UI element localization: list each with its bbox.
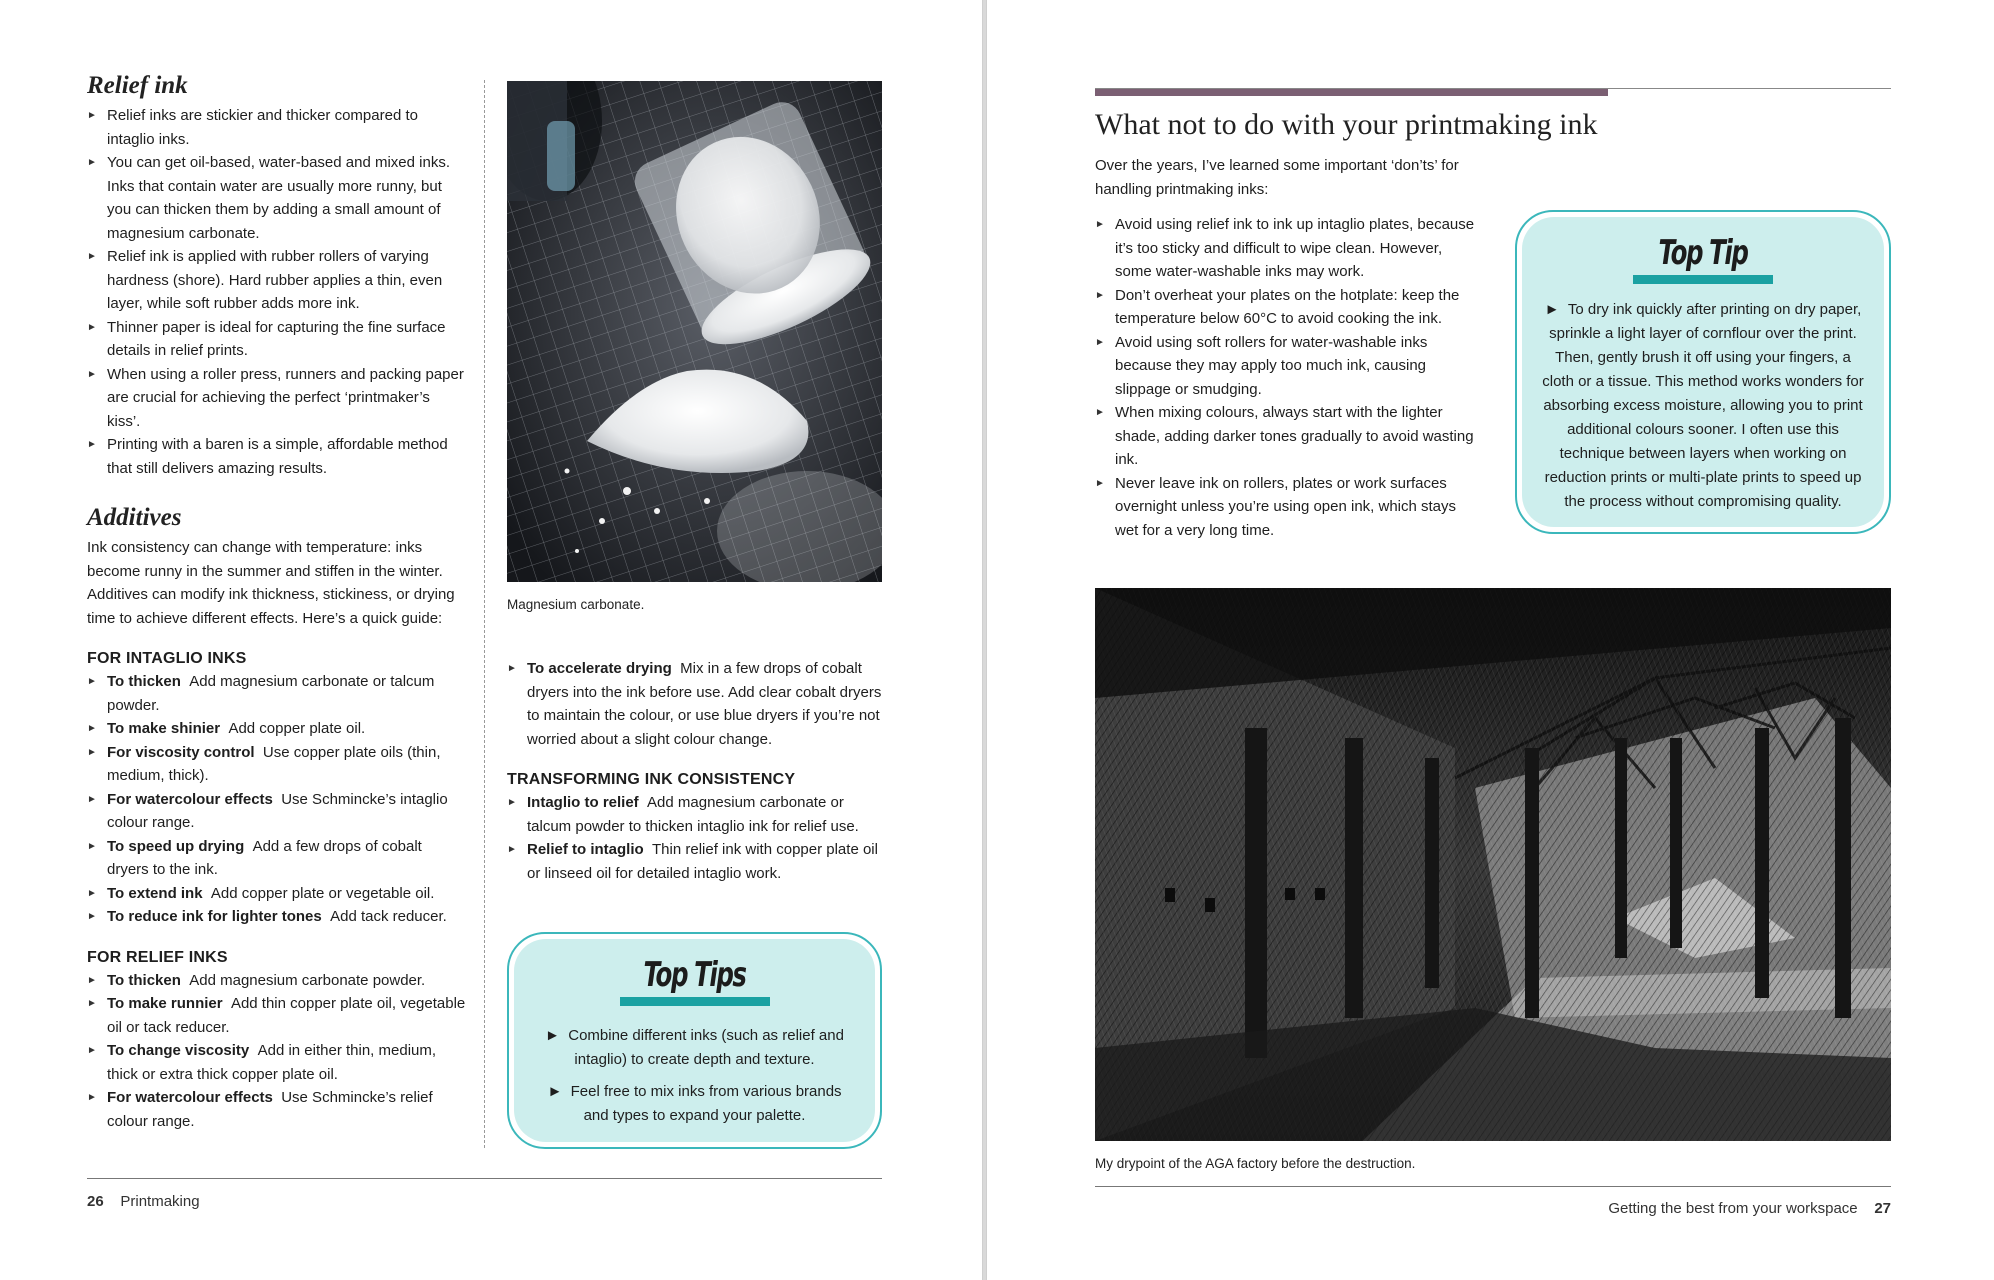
bullet-triangle-icon: ► (87, 1045, 97, 1056)
bullet-triangle-icon: ► (1544, 301, 1568, 318)
relief-inks-list (87, 969, 467, 1134)
list-item: ► To thicken Add magnesium carbonate powder. (87, 969, 467, 993)
bullet-triangle-icon: ► (87, 911, 97, 922)
transforming-heading: TRANSFORMING INK CONSISTENCY (507, 771, 796, 788)
bullet-triangle-icon: ► (87, 974, 97, 986)
list-item: ► Thinner paper is ideal for capturing the fine surface details in relief prints. (87, 316, 467, 363)
list-item: ► Avoid using soft rollers for water-washable inks because they may apply too much ink, causing slippage or smudging. (1095, 331, 1475, 402)
page-number: 27 (1874, 1200, 1891, 1217)
list-item: ► When mixing colours, always start with the lighter shade, adding darker tones gradually to avoid wasting ink. (1095, 401, 1475, 472)
bullet-triangle-icon: ► (87, 368, 97, 380)
list-item: ► You can get oil-based, water-based and mixed inks. Inks that contain water are usually more runny, but you can thicken them by adding a small amount of magnesium carbonate. (87, 151, 467, 245)
bullet-triangle-icon: ► (87, 439, 97, 450)
list-item: ► To speed up drying Add a few drops of cobalt dryers to the ink. (87, 835, 467, 882)
left-column (87, 72, 467, 1133)
footer-rule (1095, 1186, 1891, 1187)
footer (87, 1193, 200, 1210)
tip-item: ► Combine different inks (such as relief and intaglio) to create depth and texture. (545, 1027, 844, 1068)
footer-section: Printmaking (120, 1193, 200, 1210)
bullet-triangle-icon: ► (87, 676, 97, 687)
page-heading: What not to do with your printmaking ink (1095, 108, 1598, 141)
footer-section: Getting the best from your workspace (1608, 1200, 1858, 1217)
list-item: ► To make shinier Add copper plate oil. (87, 717, 467, 741)
bullet-triangle-icon: ► (87, 793, 97, 805)
top-tips-inner (514, 939, 875, 1142)
bullet-triangle-icon: ► (1095, 219, 1105, 230)
list-item: ► Printing with a baren is a simple, affordable method that still delivers amazing results. (87, 433, 467, 480)
bullet-triangle-icon: ► (87, 746, 97, 758)
bullet-triangle-icon: ► (1095, 407, 1105, 418)
relief-inks-heading: FOR RELIEF INKS (87, 948, 228, 966)
intro-text: Over the years, I’ve learned some important ‘don’ts’ for handling printmaking inks: (1095, 157, 1459, 198)
bullet-triangle-icon: ► (87, 157, 97, 168)
list-item: ► To make runnier Add thin copper plate oil, vegetable oil or tack reducer. (87, 992, 467, 1039)
heading-rule-accent (1095, 89, 1608, 96)
list-item: ► To extend ink Add copper plate or vegetable oil. (87, 882, 467, 906)
bullet-triangle-icon: ► (1095, 289, 1105, 301)
left-page (0, 0, 983, 1280)
top-tip-bar (1633, 275, 1773, 284)
bullet-triangle-icon: ► (87, 840, 97, 852)
list-item: ► Intaglio to relief Add magnesium carbonate or talcum powder to thicken intaglio ink for relief use. (507, 791, 882, 838)
top-tips-title: Top Tips (643, 955, 746, 995)
page-number: 26 (87, 1193, 104, 1210)
bullet-triangle-icon: ► (87, 887, 97, 899)
bullet-triangle-icon: ► (547, 1083, 571, 1100)
top-tips-box (507, 932, 882, 1149)
list-item: ► For watercolour effects Use Schmincke’s relief colour range. (87, 1086, 467, 1133)
bullet-triangle-icon: ► (87, 723, 97, 734)
list-item: ► Never leave ink on rollers, plates or work surfaces overnight unless you’re using open ink, which stays wet for a very long time. (1095, 472, 1475, 543)
bullet-triangle-icon: ► (87, 998, 97, 1009)
list-item: ► To change viscosity Add in either thin, medium, thick or extra thick copper plate oil. (87, 1039, 467, 1086)
additives-heading: Additives (87, 504, 182, 531)
list-item: ► For watercolour effects Use Schmincke’s intaglio colour range. (87, 788, 467, 835)
bullet-triangle-icon: ► (507, 844, 517, 855)
footer (1608, 1200, 1891, 1217)
bullet-triangle-icon: ► (1095, 477, 1105, 489)
list-item: ► Relief ink is applied with rubber rollers of varying hardness (shore). Hard rubber applies a thin, even layer, while soft rubber adds more ink. (87, 245, 467, 316)
top-tip-inner (1522, 217, 1884, 527)
magnesium-carbonate-photo (507, 81, 882, 582)
list-item: ► To accelerate drying Mix in a few drops of cobalt dryers into the ink before use. Add clear cobalt dryers to maintain the colour, or use blue dryers if you’re not worried about a slight colour change. (507, 657, 882, 751)
intaglio-inks-list (87, 670, 467, 929)
column-divider (484, 80, 485, 1148)
top-tip-box (1515, 210, 1891, 534)
transforming-list (507, 791, 882, 885)
list-item: ► To thicken Add magnesium carbonate or talcum powder. (87, 670, 467, 717)
photo-caption: Magnesium carbonate. (507, 597, 645, 612)
relief-ink-list (87, 104, 467, 480)
footer-rule (87, 1178, 882, 1179)
bullet-triangle-icon: ► (1095, 336, 1105, 348)
drypoint-artwork (1095, 588, 1891, 1141)
bullet-triangle-icon: ► (87, 1092, 97, 1103)
accelerate-list (507, 657, 882, 751)
list-item: ► Relief inks are stickier and thicker compared to intaglio inks. (87, 104, 467, 151)
bullet-triangle-icon: ► (507, 663, 517, 674)
top-tips-bar (620, 997, 770, 1006)
bullet-triangle-icon: ► (545, 1027, 569, 1044)
list-item: ► Relief to intaglio Thin relief ink with copper plate oil or linseed oil for detailed intaglio work. (507, 838, 882, 885)
artwork-caption: My drypoint of the AGA factory before the destruction. (1095, 1156, 1416, 1171)
intro-column (1095, 154, 1475, 542)
list-item: ► For viscosity control Use copper plate oils (thin, medium, thick). (87, 741, 467, 788)
list-item: ► When using a roller press, runners and packing paper are crucial for achieving the perfect ‘printmaker’s kiss’. (87, 363, 467, 434)
bullet-triangle-icon: ► (87, 110, 97, 121)
additives-intro: Ink consistency can change with temperature: inks become runny in the summer and stiffen in the winter. Additives can modify ink thickness, stickiness, or drying time to achieve different effects. Here’s a quick guide: (87, 539, 455, 627)
top-tip-title: Top Tip (1658, 233, 1748, 273)
bullet-triangle-icon: ► (87, 251, 97, 262)
tip-item: ► Feel free to mix inks from various brands and types to expand your palette. (547, 1083, 842, 1124)
right-page (986, 0, 1994, 1280)
list-item: ► Avoid using relief ink to ink up intaglio plates, because it’s too sticky and difficult to wipe clean. However, some water-washable inks may work. (1095, 213, 1475, 284)
bullet-triangle-icon: ► (87, 321, 97, 333)
relief-ink-heading: Relief ink (87, 72, 188, 99)
intaglio-inks-heading: FOR INTAGLIO INKS (87, 650, 247, 667)
right-column (507, 657, 882, 885)
list-item: ► To reduce ink for lighter tones Add tack reducer. (87, 905, 467, 929)
bullet-triangle-icon: ► (507, 797, 517, 808)
list-item: ► Don’t overheat your plates on the hotplate: keep the temperature below 60°C to avoid cooking the ink. (1095, 284, 1475, 331)
donts-list (1095, 213, 1475, 542)
tip-text: ► To dry ink quickly after printing on dry paper, sprinkle a light layer of cornflour over the print. Then, gently brush it off using your fingers, a cloth or a tissue. This method works wonders for absorbing excess moisture, allowing you to print additional colours sooner. I often use this technique between layers when working on reduction prints or multi-plate prints to speed up the process without compromising quality. (1542, 301, 1864, 510)
